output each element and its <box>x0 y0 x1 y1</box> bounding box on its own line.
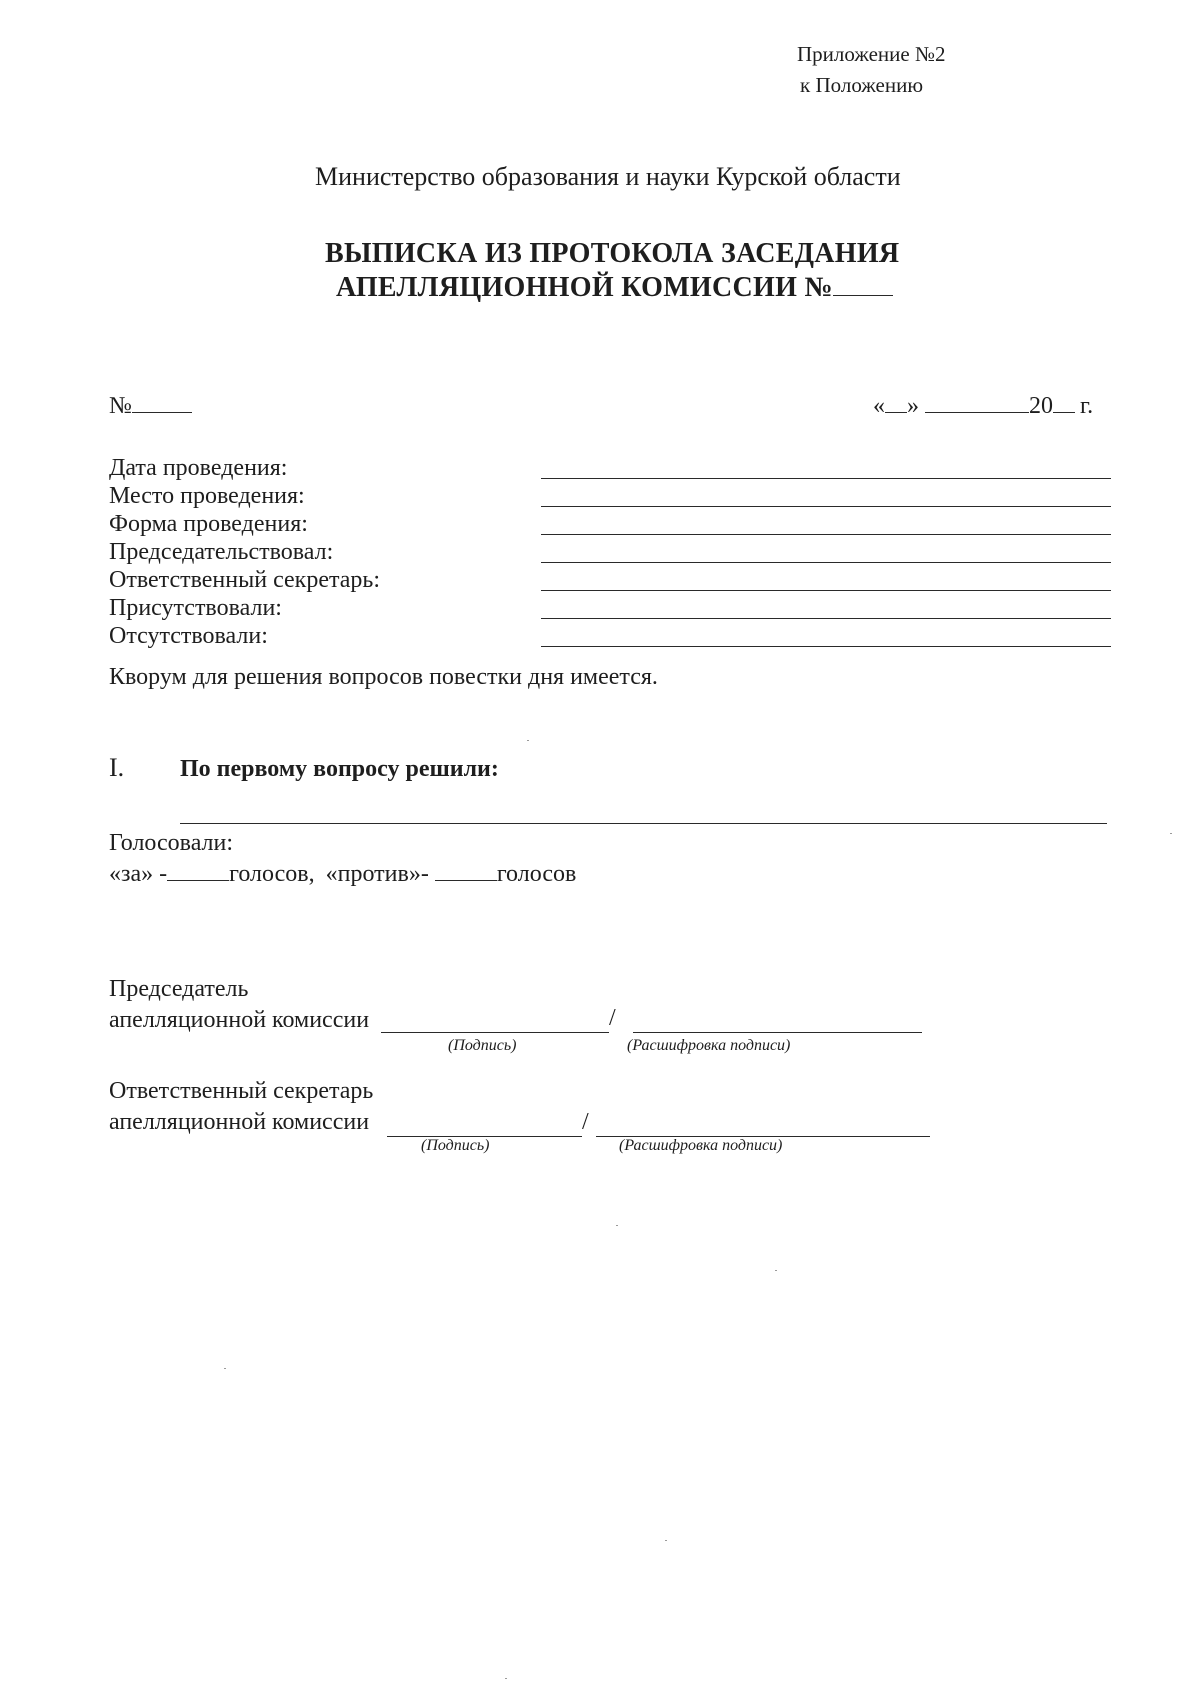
field-date-label: Дата проведения: <box>109 455 288 481</box>
secretary-slash: / <box>582 1109 589 1135</box>
field-date-line[interactable] <box>541 478 1111 479</box>
date-year-blank[interactable] <box>1053 411 1075 413</box>
chairman-signature-hint: (Подпись) <box>448 1037 517 1054</box>
chairman-decoding-line[interactable] <box>633 1032 922 1033</box>
protocol-number-blank[interactable] <box>132 411 192 413</box>
date-year-prefix: 20 <box>1029 393 1053 419</box>
appendix-reference: к Положению <box>800 73 924 97</box>
scan-speck <box>224 1368 226 1369</box>
decision-line[interactable] <box>180 823 1107 824</box>
field-secretary-label: Ответственный секретарь: <box>109 567 381 593</box>
document-title-text: АПЕЛЛЯЦИОННОЙ КОМИССИИ № <box>336 272 833 303</box>
date-close-quote: » <box>907 393 919 419</box>
votes-for-blank[interactable] <box>167 879 229 881</box>
field-chaired-line[interactable] <box>541 562 1111 563</box>
question-heading: По первому вопросу решили: <box>180 756 499 782</box>
votes-against-label: «против»- <box>325 861 429 887</box>
field-chaired-label: Председательствовал: <box>109 539 334 565</box>
date-open-quote: « <box>873 393 885 419</box>
secretary-title-line-1: Ответственный секретарь <box>109 1078 374 1104</box>
field-absent-label: Отсутствовали: <box>109 623 268 649</box>
field-form-line[interactable] <box>541 534 1111 535</box>
secretary-title-line-2: апелляционной комиссии <box>109 1109 370 1135</box>
field-place-line[interactable] <box>541 506 1111 507</box>
field-secretary-line[interactable] <box>541 590 1111 591</box>
chairman-decoding-hint: (Расшифровка подписи) <box>627 1037 791 1054</box>
commission-number-blank[interactable] <box>833 294 893 296</box>
scan-speck <box>775 1270 777 1271</box>
field-place-label: Место проведения: <box>109 483 305 509</box>
protocol-number <box>109 393 192 420</box>
field-form-label: Форма проведения: <box>109 511 308 537</box>
document-title-line-1: ВЫПИСКА ИЗ ПРОТОКОЛА ЗАСЕДАНИЯ <box>325 238 900 269</box>
field-absent-line[interactable] <box>541 646 1111 647</box>
voting-label: Голосовали: <box>109 830 234 856</box>
number-sign: № <box>109 393 132 419</box>
date-year-suffix: г. <box>1080 393 1094 419</box>
chairman-signature-line[interactable] <box>381 1032 609 1033</box>
chairman-slash: / <box>609 1005 616 1031</box>
appendix-number: Приложение №2 <box>797 42 946 66</box>
date-month-blank[interactable] <box>925 411 1029 413</box>
voting-results <box>109 861 576 888</box>
scan-speck <box>527 740 529 741</box>
scan-speck <box>616 1225 618 1226</box>
question-numeral: I. <box>109 753 125 782</box>
votes-for-label: «за» - <box>109 861 168 887</box>
scan-speck <box>665 1540 667 1541</box>
chairman-title-line-2: апелляционной комиссии <box>109 1007 370 1033</box>
field-present-line[interactable] <box>541 618 1111 619</box>
scan-speck <box>505 1678 507 1679</box>
votes-word-2: голосов <box>496 861 577 887</box>
date-day-blank[interactable] <box>885 411 907 413</box>
chairman-title-line-1: Председатель <box>109 976 249 1002</box>
quorum-statement: Кворум для решения вопросов повестки дня имеется. <box>109 664 658 690</box>
field-present-label: Присутствовали: <box>109 595 282 621</box>
ministry-name: Министерство образования и науки Курской области <box>315 162 901 191</box>
votes-against-blank[interactable] <box>435 879 497 881</box>
scan-speck <box>1170 833 1172 834</box>
protocol-date <box>873 393 1093 420</box>
secretary-signature-hint: (Подпись) <box>421 1137 490 1154</box>
secretary-decoding-hint: (Расшифровка подписи) <box>619 1137 783 1154</box>
document-title-line-2 <box>336 272 893 304</box>
votes-word-1: голосов, <box>229 861 315 887</box>
